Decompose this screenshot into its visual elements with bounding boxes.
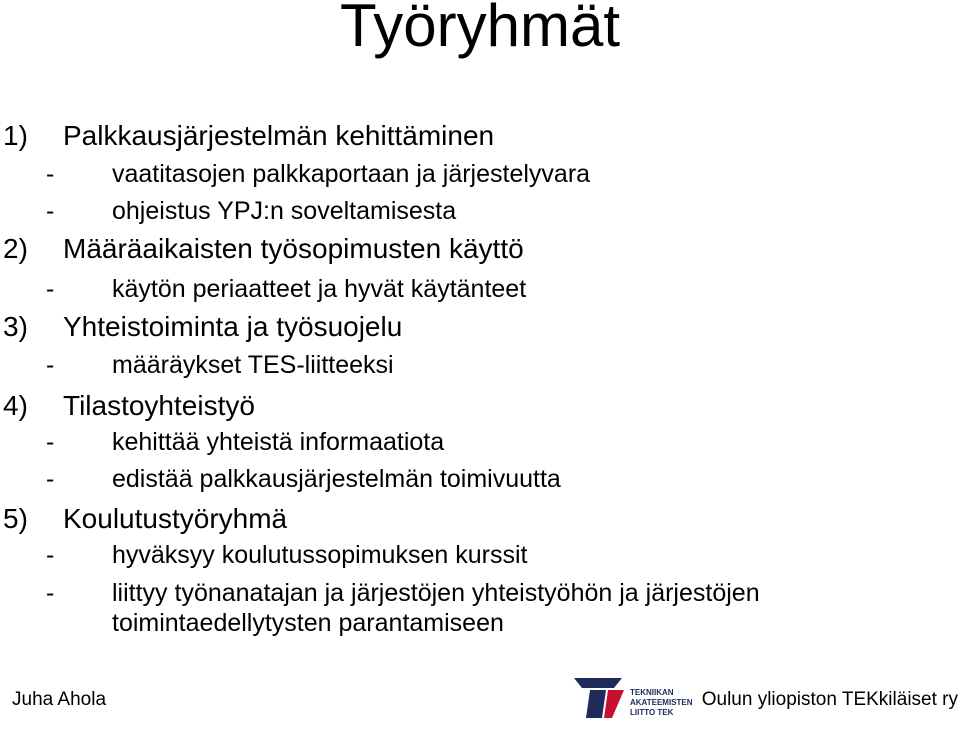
list-item-label: Koulutustyöryhmä	[63, 503, 288, 534]
sub-list-item-text: käytön periaatteet ja hyvät käytänteet	[112, 275, 527, 303]
dash-marker: -	[46, 541, 55, 569]
dash-marker: -	[46, 197, 55, 225]
slide-footer	[0, 656, 960, 734]
footer-organization: Oulun yliopiston TEKkiläiset ry	[701, 689, 958, 710]
page-title: Työryhmät	[339, 0, 621, 59]
sub-list-item-text: toimintaedellytysten parantamiseen	[112, 609, 504, 637]
logo-text-line: AKATEEMISTEN	[630, 698, 693, 707]
list-number: 1)	[3, 120, 28, 151]
list-number: 5)	[3, 503, 28, 534]
list-number: 4)	[3, 390, 28, 421]
footer-author: Juha Ahola	[12, 689, 107, 710]
sub-list-item-text: määräykset TES-liitteeksi	[112, 351, 394, 379]
dash-marker: -	[46, 275, 55, 303]
dash-marker: -	[46, 428, 55, 456]
logo-text-line: TEKNIIKAN	[630, 688, 674, 697]
list-number: 2)	[3, 233, 28, 264]
dash-marker: -	[46, 465, 55, 493]
sub-list-item-text: hyväksyy koulutussopimuksen kurssit	[112, 541, 528, 569]
list-item-label: Tilastoyhteistyö	[63, 390, 255, 421]
logo-text	[630, 688, 693, 718]
list-item-label: Yhteistoiminta ja työsuojelu	[63, 311, 403, 342]
sub-list-item-text: liittyy työnanatajan ja järjestöjen yhteistyöhön ja järjestöjen	[112, 579, 760, 607]
list-number: 3)	[3, 311, 28, 342]
dash-marker: -	[46, 351, 55, 379]
list-item-label: Määräaikaisten työsopimusten käyttö	[63, 233, 524, 264]
dash-marker: -	[46, 160, 55, 188]
sub-list-item-text: edistää palkkausjärjestelmän toimivuutta	[112, 465, 561, 493]
dash-marker: -	[46, 579, 55, 607]
sub-list-item-text: vaatitasojen palkkaportaan ja järjestelyvara	[112, 160, 591, 188]
sub-list-item-text: ohjeistus YPJ:n soveltamisesta	[112, 197, 457, 225]
logo-text-line: LIITTO TEK	[630, 708, 674, 717]
sub-list-item-text: kehittää yhteistä informaatiota	[112, 428, 445, 456]
list-item-label: Palkkausjärjestelmän kehittäminen	[63, 120, 495, 151]
tek-logo-icon	[568, 672, 628, 722]
